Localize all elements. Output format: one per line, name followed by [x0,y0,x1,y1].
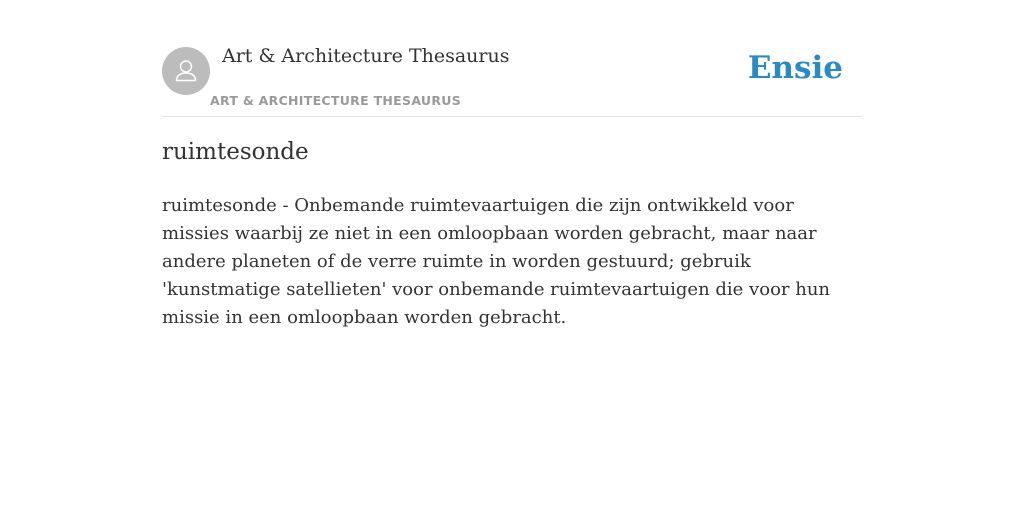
page-title: ruimtesonde [162,139,309,165]
avatar[interactable] [162,47,210,95]
author-subtitle-link[interactable]: ART & ARCHITECTURE THESAURUS [210,93,462,108]
definition-text: ruimtesonde - Onbemande ruimtevaartuigen die zijn ontwikkeld voor missies waarbij ze niet in een omloopbaan worden gebracht, maar naar andere planeten of de verre ruimte in worden gestuurd; gebruik 'kunstmatige satellieten' voor onbemande ruimtevaartuigen die voor hun missie in een omloopbaan worden gebracht. [162,195,831,328]
brand-logo[interactable]: Ensie [747,50,843,86]
header [162,0,862,117]
author-name-link[interactable]: Art & Architecture Thesaurus [222,45,510,67]
user-outline-icon [162,47,210,95]
